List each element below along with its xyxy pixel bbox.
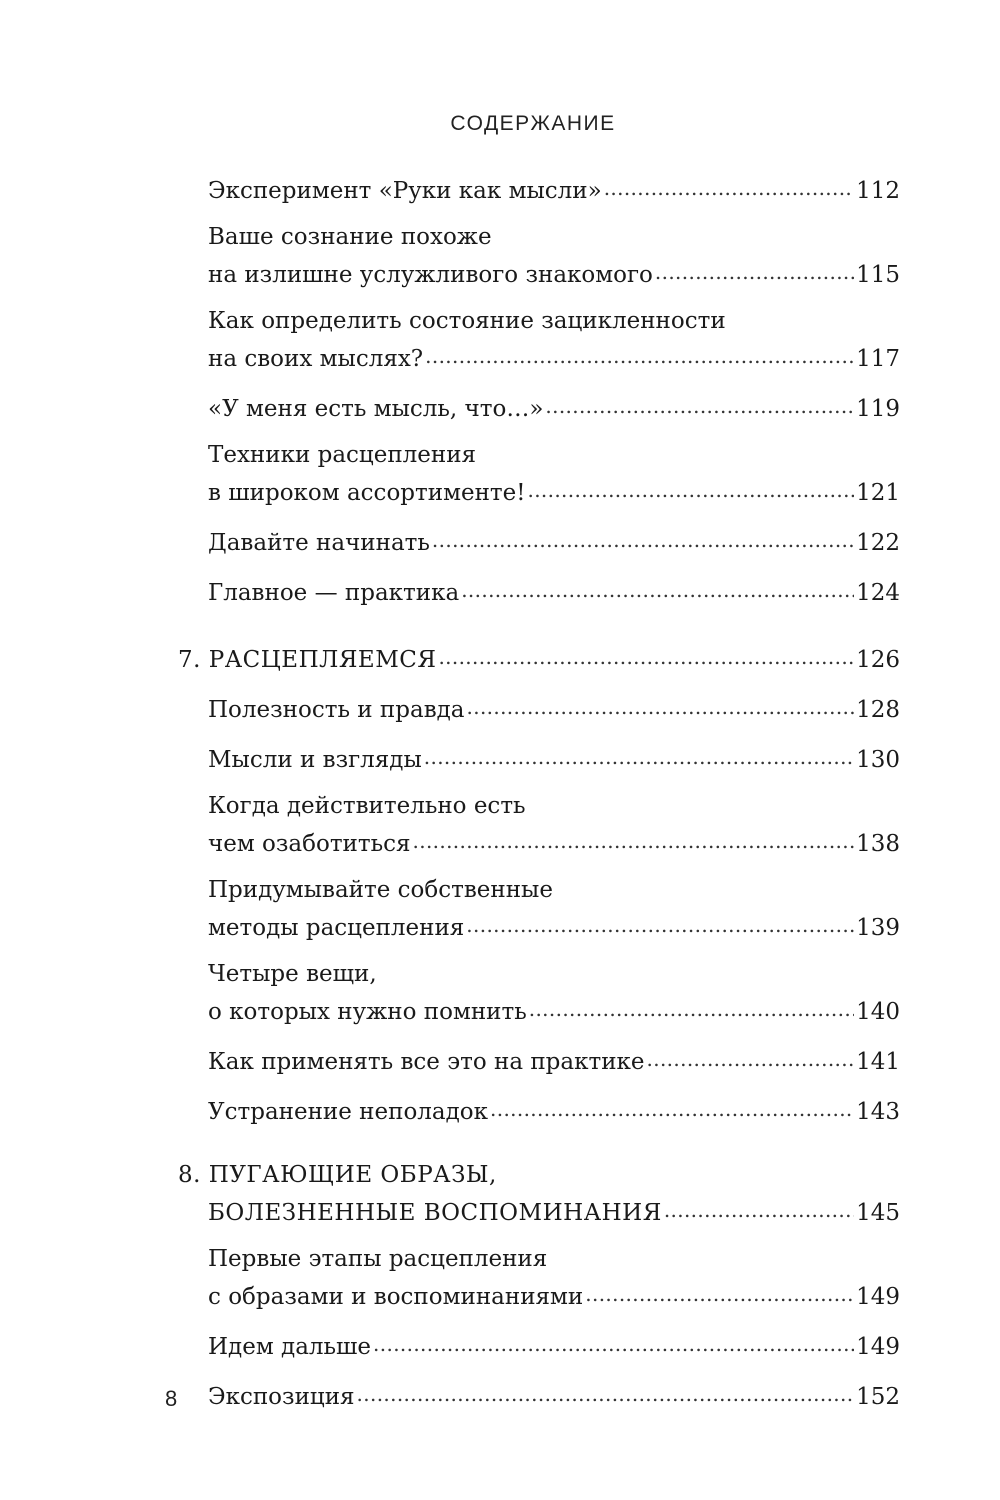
toc-section	[0, 522, 1000, 560]
toc-page-number: 143	[856, 1099, 900, 1125]
toc-entry-title: на своих мыслях?	[208, 346, 424, 372]
dot-leader	[357, 1376, 855, 1404]
toc-section	[0, 957, 1000, 1029]
toc-page-number: 138	[856, 831, 900, 857]
toc-section	[0, 304, 1000, 376]
toc-page-number: 149	[856, 1334, 900, 1360]
toc-page-number: 124	[856, 580, 900, 606]
toc-section	[0, 789, 1000, 861]
toc-page-number: 128	[856, 697, 900, 723]
running-head: СОДЕРЖАНИЕ	[450, 112, 616, 135]
dot-leader	[424, 739, 854, 767]
toc-entry-title: Четыре вещи,	[208, 961, 377, 987]
toc-page-number: 139	[856, 915, 900, 941]
toc-page-number: 112	[856, 178, 900, 204]
toc-entry-title: с образами и воспоминаниями	[208, 1284, 584, 1310]
dot-leader	[467, 689, 855, 717]
toc-page-number: 140	[856, 999, 900, 1025]
dot-leader	[461, 572, 854, 600]
toc-entry-title: Когда действительно есть	[208, 793, 526, 819]
toc-entry-title: Давайте начинать	[208, 530, 430, 556]
toc-section	[0, 689, 1000, 727]
toc-entry-title: на излишне услужливого знакомого	[208, 262, 653, 288]
toc-entry-title: Техники расцепления	[208, 442, 477, 468]
toc-entry-title: Полезность и правда	[208, 697, 465, 723]
toc-entry-title: Ваше сознание похоже	[208, 224, 492, 250]
toc-section	[0, 572, 1000, 610]
toc-page-number: 119	[856, 396, 900, 422]
toc-page-number: 130	[856, 747, 900, 773]
dot-leader	[432, 522, 854, 550]
toc-entry-title: в широком ассортименте!	[208, 480, 526, 506]
toc-entry-title: Идем дальше	[208, 1334, 372, 1360]
toc-chapter	[0, 1158, 1000, 1230]
toc-section	[0, 438, 1000, 510]
toc-entry-title: о которых нужно помнить	[208, 999, 527, 1025]
dot-leader	[529, 991, 854, 1019]
table-of-contents	[0, 170, 1000, 1414]
dot-leader	[527, 472, 854, 500]
dot-leader	[545, 388, 854, 416]
toc-section	[0, 739, 1000, 777]
toc-entry-title: Как применять все это на практике	[208, 1049, 645, 1075]
dot-leader	[490, 1091, 854, 1119]
page-number: 8	[165, 1386, 178, 1411]
toc-entry-title: Эксперимент «Руки как мысли»	[208, 178, 602, 204]
dot-leader	[604, 170, 854, 198]
toc-section	[0, 1041, 1000, 1079]
toc-page-number: 141	[856, 1049, 900, 1075]
dot-leader	[655, 254, 854, 282]
dot-leader	[664, 1192, 854, 1220]
toc-page-number: 149	[856, 1284, 900, 1310]
toc-section	[0, 1326, 1000, 1364]
toc-entry-title: чем озаботиться	[208, 831, 411, 857]
dot-leader	[373, 1326, 854, 1354]
toc-section	[0, 1376, 1000, 1414]
toc-entry-title: методы расцепления	[208, 915, 465, 941]
toc-section	[0, 1242, 1000, 1314]
toc-page-number: 121	[856, 480, 900, 506]
toc-entry-title: Первые этапы расцепления	[208, 1246, 548, 1272]
toc-entry-title: Главное — практика	[208, 580, 460, 606]
toc-page-number: 152	[856, 1384, 900, 1410]
toc-entry-title: 7. РАСЦЕПЛЯЕМСЯ	[178, 647, 437, 673]
toc-entry-title: Как определить состояние зацикленности	[208, 308, 726, 334]
toc-page-number: 126	[856, 647, 900, 673]
toc-section	[0, 220, 1000, 292]
dot-leader	[425, 338, 854, 366]
toc-page-number: 115	[856, 262, 900, 288]
dot-leader	[466, 907, 854, 935]
dot-leader	[438, 639, 854, 667]
dot-leader	[585, 1276, 854, 1304]
toc-section	[0, 1091, 1000, 1129]
toc-page-number: 145	[856, 1200, 900, 1226]
dot-leader	[413, 823, 855, 851]
toc-section	[0, 873, 1000, 945]
toc-page-number: 117	[856, 346, 900, 372]
toc-page-number: 122	[856, 530, 900, 556]
dot-leader	[647, 1041, 855, 1069]
toc-entry-title: 8. ПУГАЮЩИЕ ОБРАЗЫ,	[178, 1162, 497, 1188]
toc-entry-title: Придумывайте собственные	[208, 877, 553, 903]
toc-entry-title: «У меня есть мысль, что…»	[208, 396, 544, 422]
toc-entry-title: БОЛЕЗНЕННЫЕ ВОСПОМИНАНИЯ	[208, 1200, 662, 1226]
toc-section	[0, 388, 1000, 426]
toc-entry-title: Мысли и взгляды	[208, 747, 422, 773]
toc-entry-title: Устранение неполадок	[208, 1099, 489, 1125]
toc-entry-title: Экспозиция	[208, 1384, 355, 1410]
toc-chapter	[0, 639, 1000, 677]
toc-section	[0, 170, 1000, 208]
